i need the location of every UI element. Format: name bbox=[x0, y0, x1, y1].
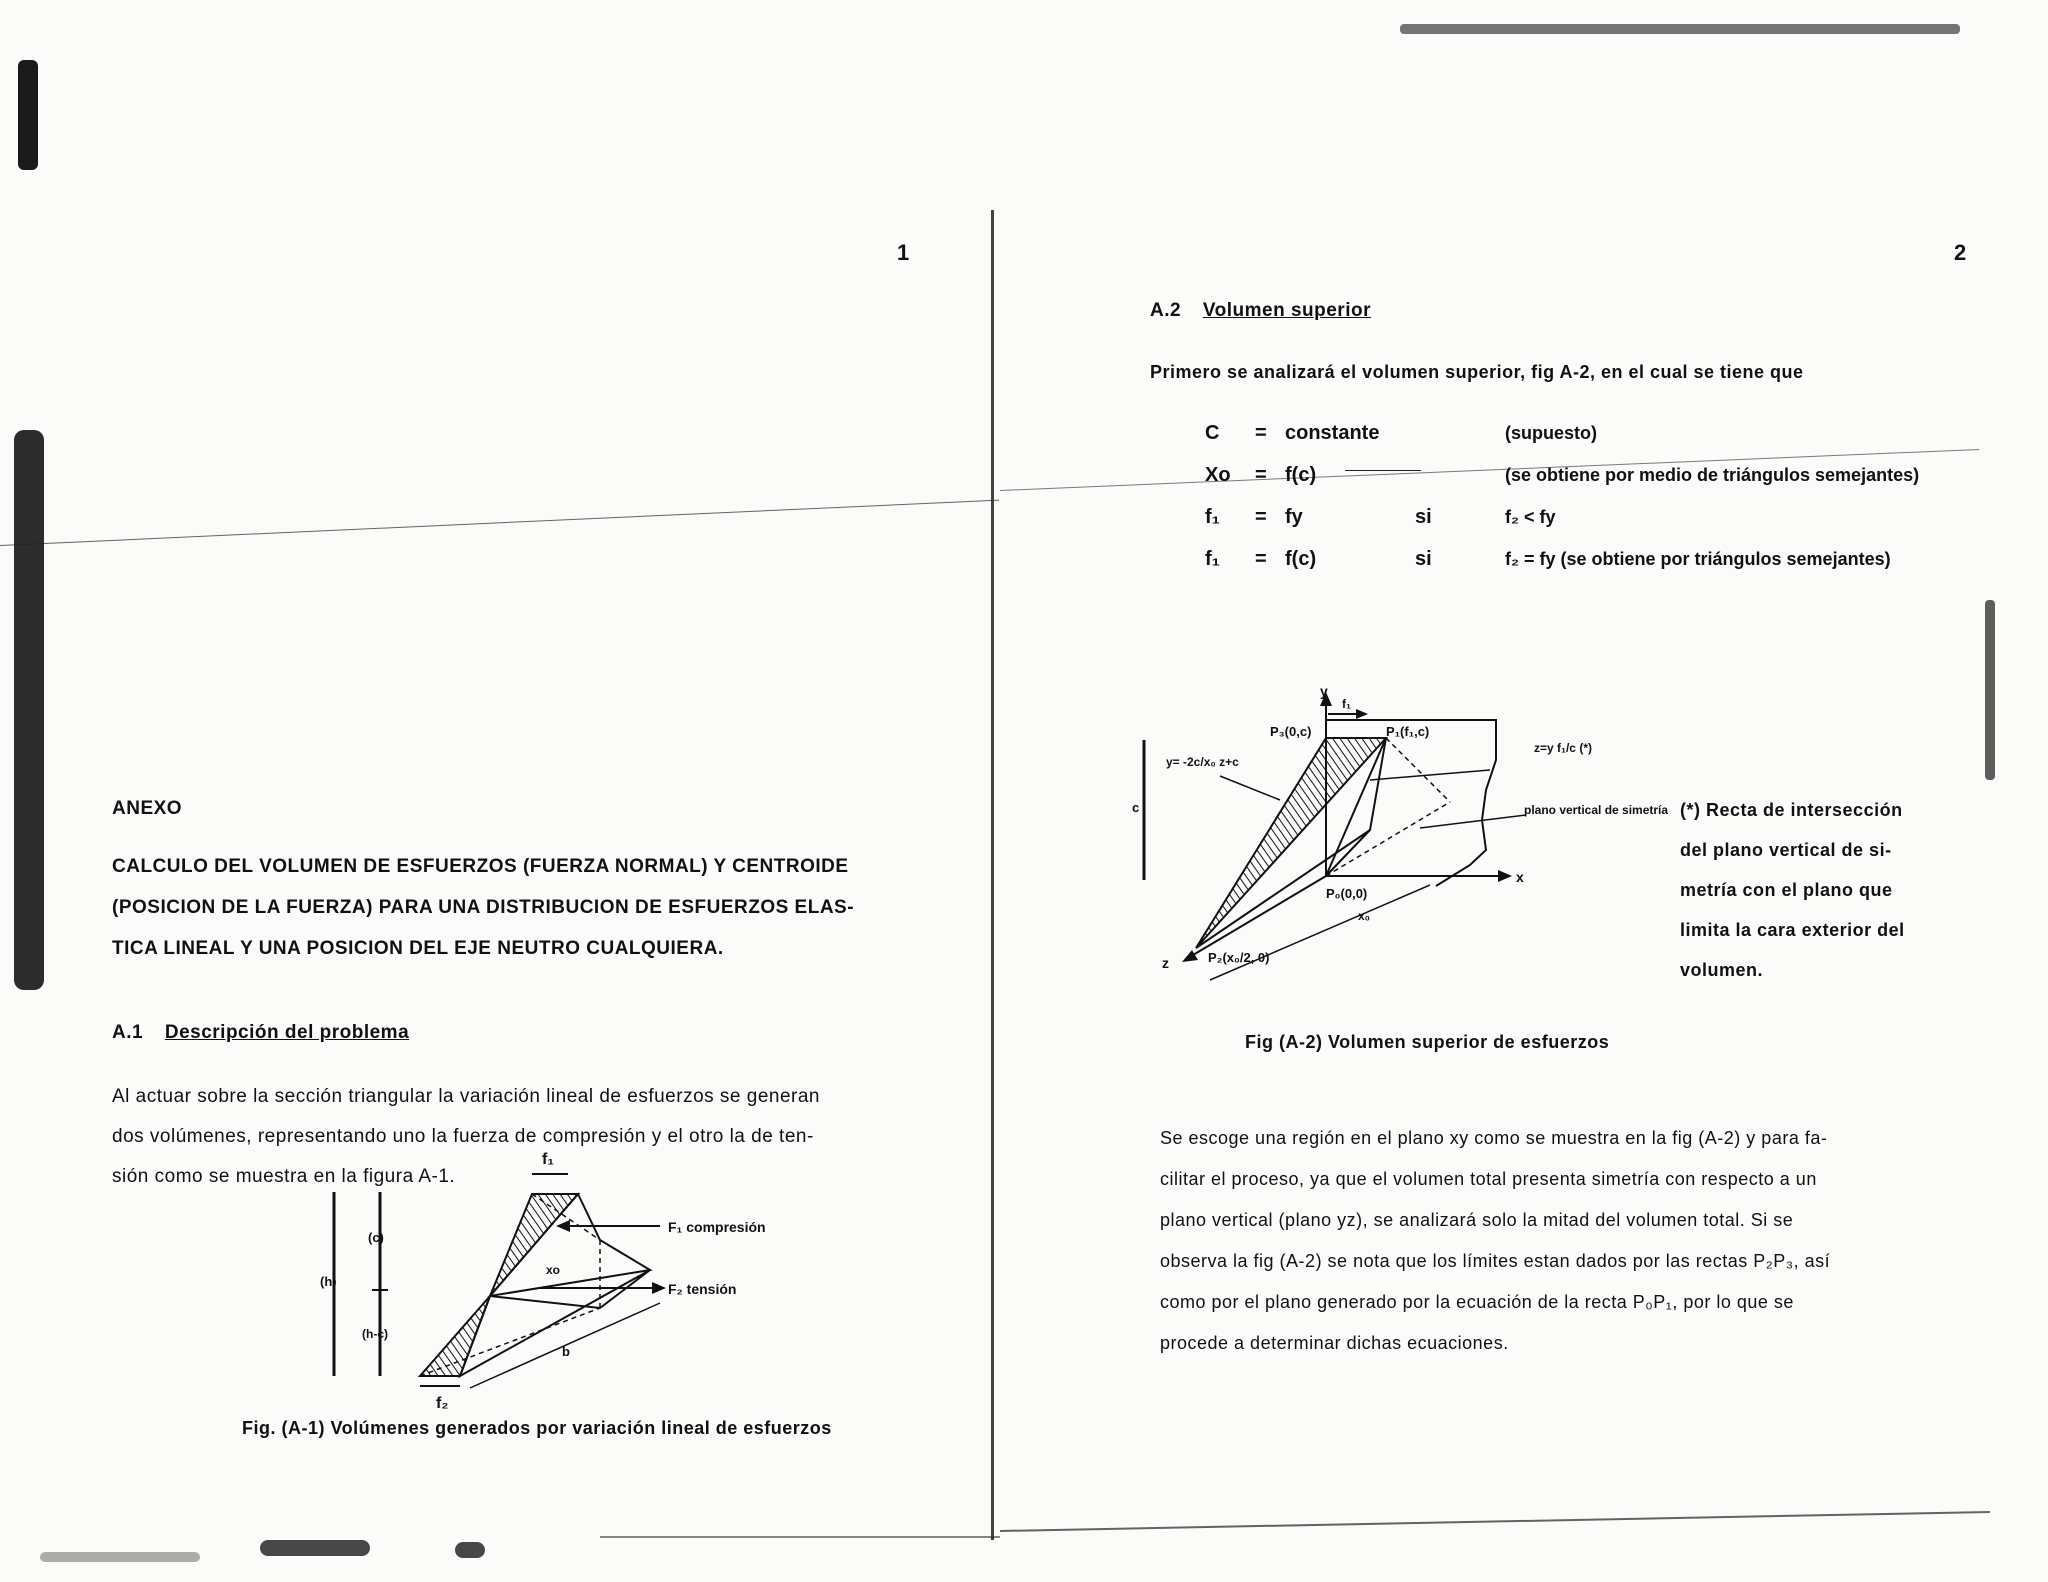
label-f1: f₁ bbox=[1342, 697, 1351, 711]
subsection-title: Descripción del problema bbox=[164, 1022, 410, 1043]
eq-rhs: f(c) bbox=[1285, 547, 1317, 570]
annex-title bbox=[112, 856, 854, 979]
label-plane-text: plano vertical de simetría bbox=[1524, 803, 1669, 817]
label-p0: P₀(0,0) bbox=[1326, 886, 1368, 901]
side-note-line: (*) Recta de intersección bbox=[1680, 800, 1903, 820]
annex-title-line: CALCULO DEL VOLUMEN DE ESFUERZOS (FUERZA NORMAL) Y CENTROIDE bbox=[112, 856, 849, 877]
eq-lhs: f₁ bbox=[1205, 505, 1220, 528]
scan-edge-mark bbox=[455, 1542, 485, 1558]
label-line-eq: y= -2c/x₀ z+c bbox=[1166, 755, 1239, 769]
body-line: cilitar el proceso, ya que el volumen total presenta simetría con respecto a un bbox=[1160, 1169, 1817, 1189]
subsection-number: A.1 bbox=[112, 1022, 144, 1043]
eq-rhs: constante bbox=[1285, 421, 1380, 444]
eq-op: = bbox=[1255, 463, 1267, 486]
annex-title-line: TICA LINEAL Y UNA POSICION DEL EJE NEUTRO CUALQUIERA. bbox=[112, 938, 724, 959]
figure-a1-caption: Fig. (A-1) Volúmenes generados por variación lineal de esfuerzos bbox=[242, 1418, 832, 1438]
eq-note: (se obtiene por medio de triángulos semejantes) bbox=[1505, 464, 1920, 485]
equation-row bbox=[1205, 454, 1929, 496]
eq-note: f₂ = fy (se obtiene por triángulos semejantes) bbox=[1505, 548, 1891, 569]
label-x: x bbox=[1516, 869, 1524, 885]
label-c: (c) bbox=[368, 1230, 384, 1245]
figure-a2 bbox=[1130, 680, 1670, 1010]
equation-row bbox=[1205, 496, 1929, 538]
label-p3: P₃(0,c) bbox=[1270, 724, 1312, 739]
label-c: c bbox=[1132, 800, 1140, 815]
eq-lhs: f₁ bbox=[1205, 547, 1220, 570]
body-line: como por el plano generado por la ecuación de la recta P₀P₁, por lo que se bbox=[1160, 1292, 1794, 1312]
label-hc: (h-c) bbox=[362, 1327, 388, 1341]
label-F2: F₂ tensión bbox=[668, 1281, 737, 1297]
scan-bottom-line bbox=[1000, 1511, 1990, 1532]
scan-edge-mark bbox=[1400, 24, 1960, 34]
intro-sentence: Primero se analizará el volumen superior, fig A-2, en el cual se tiene que bbox=[1150, 362, 1804, 382]
body-line: sión como se muestra en la figura A-1. bbox=[112, 1166, 456, 1187]
eq-cond: si bbox=[1415, 547, 1432, 570]
label-p1: P₁(f₁,c) bbox=[1386, 724, 1430, 739]
page-number-left: 1 bbox=[897, 240, 910, 265]
scan-edge-mark bbox=[18, 60, 38, 170]
equation-list bbox=[1205, 412, 1929, 580]
equation-leader-line bbox=[1345, 470, 1421, 471]
subsection-heading-a2 bbox=[1150, 300, 1371, 322]
label-b: b bbox=[562, 1344, 570, 1359]
eq-op: = bbox=[1255, 547, 1267, 570]
eq-lhs: Xo bbox=[1205, 463, 1231, 486]
body-line: Al actuar sobre la sección triangular la variación lineal de esfuerzos se generan bbox=[112, 1086, 820, 1107]
scan-diagonal-line bbox=[0, 500, 999, 546]
side-note-line: limita la cara exterior del bbox=[1680, 920, 1905, 940]
scan-bottom-line bbox=[600, 1536, 1000, 1538]
label-F1: F₁ compresión bbox=[668, 1219, 766, 1235]
eq-note: f₂ < fy bbox=[1505, 506, 1556, 527]
side-note-line: del plano vertical de si- bbox=[1680, 840, 1892, 860]
eq-note: (supuesto) bbox=[1505, 422, 1597, 443]
figure-a2-caption: Fig (A-2) Volumen superior de esfuerzos bbox=[1245, 1032, 1610, 1052]
body-line: procede a determinar dichas ecuaciones. bbox=[1160, 1333, 1509, 1353]
side-note-line: metría con el plano que bbox=[1680, 880, 1893, 900]
equation-row bbox=[1205, 538, 1929, 580]
label-y: y bbox=[1320, 683, 1328, 699]
body-paragraph-right bbox=[1160, 1128, 1830, 1374]
body-line: plano vertical (plano yz), se analizará solo la mitad del volumen total. Si se bbox=[1160, 1210, 1794, 1230]
annex-heading: ANEXO bbox=[112, 798, 183, 819]
label-f1: f₁ bbox=[542, 1151, 554, 1168]
label-p2: P₂(x₀/2, 0) bbox=[1208, 950, 1270, 965]
scan-edge-mark bbox=[40, 1552, 200, 1562]
eq-lhs: C bbox=[1205, 421, 1220, 444]
body-line: dos volúmenes, representando uno la fuerza de compresión y el otro la de ten- bbox=[112, 1126, 814, 1147]
label-h: (h) bbox=[320, 1274, 337, 1289]
label-xo: x₀ bbox=[1358, 909, 1371, 923]
eq-op: = bbox=[1255, 505, 1267, 528]
eq-cond: si bbox=[1415, 505, 1432, 528]
z-axis bbox=[1188, 876, 1326, 958]
scan-edge-mark bbox=[14, 430, 44, 990]
label-plane-eq: z=y f₁/c (*) bbox=[1534, 741, 1592, 755]
side-note-line: volumen. bbox=[1680, 960, 1764, 980]
scan-edge-mark bbox=[1985, 600, 1995, 780]
annex-title-line: (POSICION DE LA FUERZA) PARA UNA DISTRIBUCION DE ESFUERZOS ELAS- bbox=[112, 897, 855, 918]
page-fold-line bbox=[991, 210, 994, 1540]
label-z: z bbox=[1162, 955, 1169, 971]
eq-cond bbox=[1415, 412, 1505, 454]
subsection-heading-a1 bbox=[112, 1022, 409, 1044]
equation-row bbox=[1205, 412, 1929, 454]
eq-rhs: fy bbox=[1285, 505, 1303, 528]
subsection-number: A.2 bbox=[1150, 300, 1182, 321]
eq-cond bbox=[1415, 454, 1505, 496]
page-number-right: 2 bbox=[1954, 240, 1967, 265]
label-plane bbox=[1524, 803, 1668, 817]
eq-op: = bbox=[1255, 421, 1267, 444]
subsection-title: Volumen superior bbox=[1202, 300, 1371, 321]
scan-edge-mark bbox=[260, 1540, 370, 1556]
label-f2: f₂ bbox=[436, 1395, 449, 1412]
side-note bbox=[1680, 800, 1905, 1000]
figure-a1 bbox=[300, 1148, 820, 1412]
label-xo: xo bbox=[546, 1263, 561, 1277]
body-line: Se escoge una región en el plano xy como se muestra en la fig (A-2) y para fa- bbox=[1160, 1128, 1828, 1148]
body-line: observa la fig (A-2) se nota que los límites estan dados por las rectas P₂P₃, así bbox=[1160, 1251, 1831, 1271]
eq-rhs: f(c) bbox=[1285, 463, 1317, 486]
